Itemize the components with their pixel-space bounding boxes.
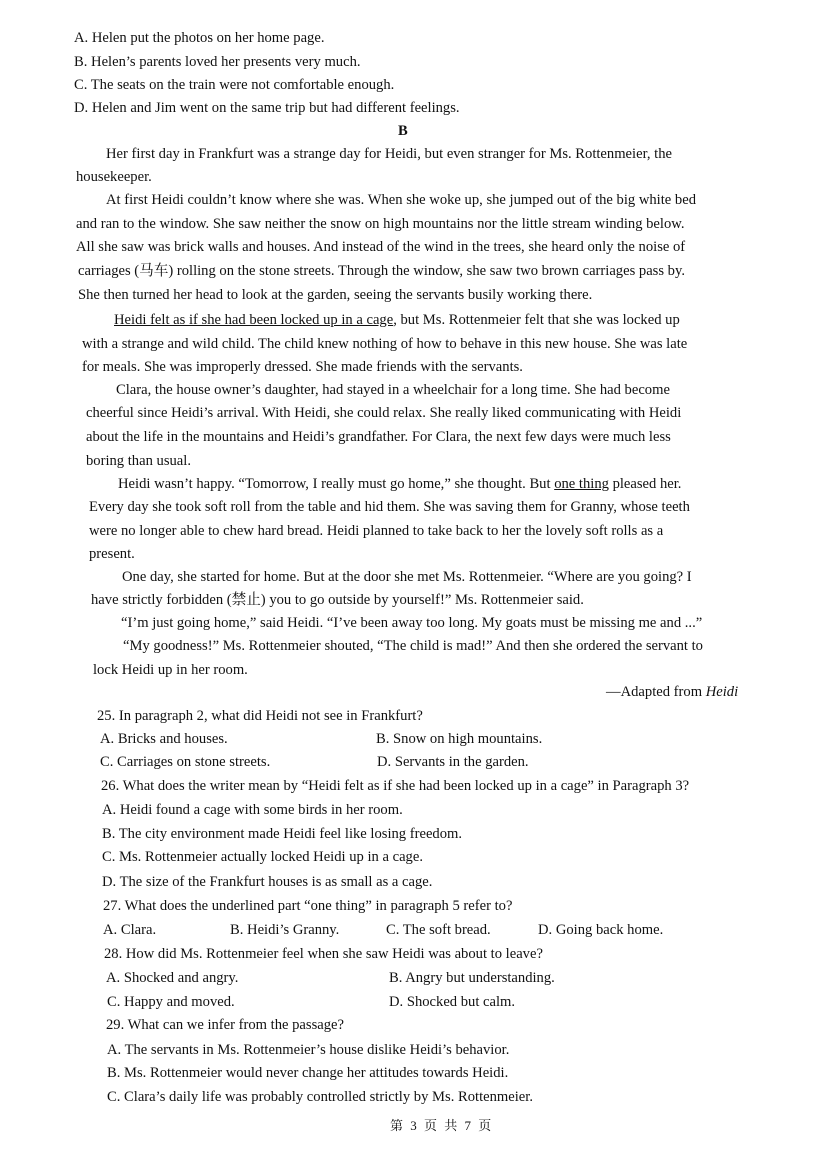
question-26-option-c: C. Ms. Rottenmeier actually locked Heidi up in a cage. <box>102 849 423 865</box>
question-27-option-c: C. The soft bread. <box>386 922 491 938</box>
passage-line: lock Heidi up in her room. <box>93 662 248 678</box>
page-footer: 第 3 页 共 7 页 <box>390 1118 494 1133</box>
passage-line: One day, she started for home. But at the door she met Ms. Rottenmeier. “Where are you going? I <box>122 569 692 585</box>
question-27-option-b: B. Heidi’s Granny. <box>230 922 340 938</box>
passage-line: All she saw was brick walls and houses. And instead of the wind in the trees, she heard only the noise of <box>76 239 686 255</box>
question-26-option-d: D. The size of the Frankfurt houses is as small as a cage. <box>102 874 433 890</box>
question-28-stem: 28. How did Ms. Rottenmeier feel when she saw Heidi was about to leave? <box>104 946 543 962</box>
question-26-stem: 26. What does the writer mean by “Heidi felt as if she had been locked up in a cage” in Paragraph 3? <box>101 778 690 794</box>
question-28-option-a: A. Shocked and angry. <box>106 970 239 986</box>
question-28-option-c: C. Happy and moved. <box>107 994 235 1010</box>
underlined-cage-sentence: Heidi felt as if she had been locked up in a cage <box>114 312 394 328</box>
prev-option-a: A. Helen put the photos on her home page. <box>74 30 325 46</box>
prev-option-b: B. Helen’s parents loved her presents very much. <box>74 54 361 70</box>
question-25-option-c: C. Carriages on stone streets. <box>100 754 271 770</box>
question-29-option-a: A. The servants in Ms. Rottenmeier’s house dislike Heidi’s behavior. <box>107 1042 510 1058</box>
question-29-option-b: B. Ms. Rottenmeier would never change her attitudes towards Heidi. <box>107 1065 509 1081</box>
question-28-option-d: D. Shocked but calm. <box>389 994 516 1010</box>
question-26-option-b: B. The city environment made Heidi feel like losing freedom. <box>102 826 463 842</box>
passage-text: , but Ms. Rottenmeier felt that she was locked up <box>393 312 680 328</box>
question-27-stem: 27. What does the underlined part “one thing” in paragraph 5 refer to? <box>103 898 513 914</box>
passage-line <box>118 474 681 494</box>
passage-line: boring than usual. <box>86 453 191 469</box>
passage-line: Her first day in Frankfurt was a strange day for Heidi, but even stranger for Ms. Rottenmeier, the <box>106 146 672 162</box>
question-27-option-a: A. Clara. <box>103 922 157 938</box>
passage-line: Every day she took soft roll from the table and hid them. She was saving them for Granny, whose teeth <box>89 499 690 515</box>
question-29-stem: 29. What can we infer from the passage? <box>106 1017 344 1033</box>
question-29-option-c: C. Clara’s daily life was probably controlled strictly by Ms. Rottenmeier. <box>107 1089 533 1105</box>
passage-line: cheerful since Heidi’s arrival. With Heidi, she could relax. She really liked communicating with Heidi <box>86 405 682 421</box>
question-25-option-b: B. Snow on high mountains. <box>376 731 543 747</box>
passage-line: have strictly forbidden (禁止) you to go outside by yourself!” Ms. Rottenmeier said. <box>91 592 584 608</box>
passage-text: pleased her. <box>608 476 682 492</box>
underlined-one-thing: one thing <box>554 476 609 492</box>
question-26-option-a: A. Heidi found a cage with some birds in her room. <box>102 802 403 818</box>
passage-line: carriages (马车) rolling on the stone streets. Through the window, she saw two brown carriages pass by. <box>78 263 685 279</box>
section-label: B <box>398 123 408 139</box>
passage-line: “I’m just going home,” said Heidi. “I’ve been away too long. My goats must be missing me and ...” <box>121 615 703 631</box>
passage-line: present. <box>89 546 135 562</box>
passage-line: “My goodness!” Ms. Rottenmeier shouted, “The child is mad!” And then she ordered the servant to <box>123 638 703 654</box>
question-28-option-b: B. Angry but understanding. <box>389 970 555 986</box>
passage-line: She then turned her head to look at the garden, seeing the servants busily working there. <box>78 287 593 303</box>
question-25-stem: 25. In paragraph 2, what did Heidi not see in Frankfurt? <box>97 708 423 724</box>
source-prefix: —Adapted from <box>606 684 706 700</box>
source-title: Heidi <box>705 684 739 700</box>
question-25-option-a: A. Bricks and houses. <box>100 731 228 747</box>
source-credit <box>606 682 738 702</box>
passage-line: about the life in the mountains and Heidi’s grandfather. For Clara, the next few days were much less <box>86 429 671 445</box>
question-27-option-d: D. Going back home. <box>538 922 664 938</box>
prev-option-d: D. Helen and Jim went on the same trip but had different feelings. <box>74 100 460 116</box>
passage-line: At first Heidi couldn’t know where she was. When she woke up, she jumped out of the big white bed <box>106 192 696 208</box>
passage-line: with a strange and wild child. The child knew nothing of how to behave in this new house. She was late <box>82 336 688 352</box>
passage-line: for meals. She was improperly dressed. She made friends with the servants. <box>82 359 523 375</box>
passage-line <box>114 310 680 330</box>
passage-text: Heidi wasn’t happy. “Tomorrow, I really must go home,” she thought. But <box>118 476 555 492</box>
passage-line: Clara, the house owner’s daughter, had stayed in a wheelchair for a long time. She had become <box>116 382 670 398</box>
prev-option-c: C. The seats on the train were not comfortable enough. <box>74 77 395 93</box>
passage-line: were no longer able to chew hard bread. Heidi planned to take back to her the lovely soft rolls as a <box>89 523 664 539</box>
question-25-option-d: D. Servants in the garden. <box>377 754 529 770</box>
passage-line: housekeeper. <box>76 169 152 185</box>
passage-line: and ran to the window. She saw neither the snow on high mountains nor the little stream winding below. <box>76 216 685 232</box>
